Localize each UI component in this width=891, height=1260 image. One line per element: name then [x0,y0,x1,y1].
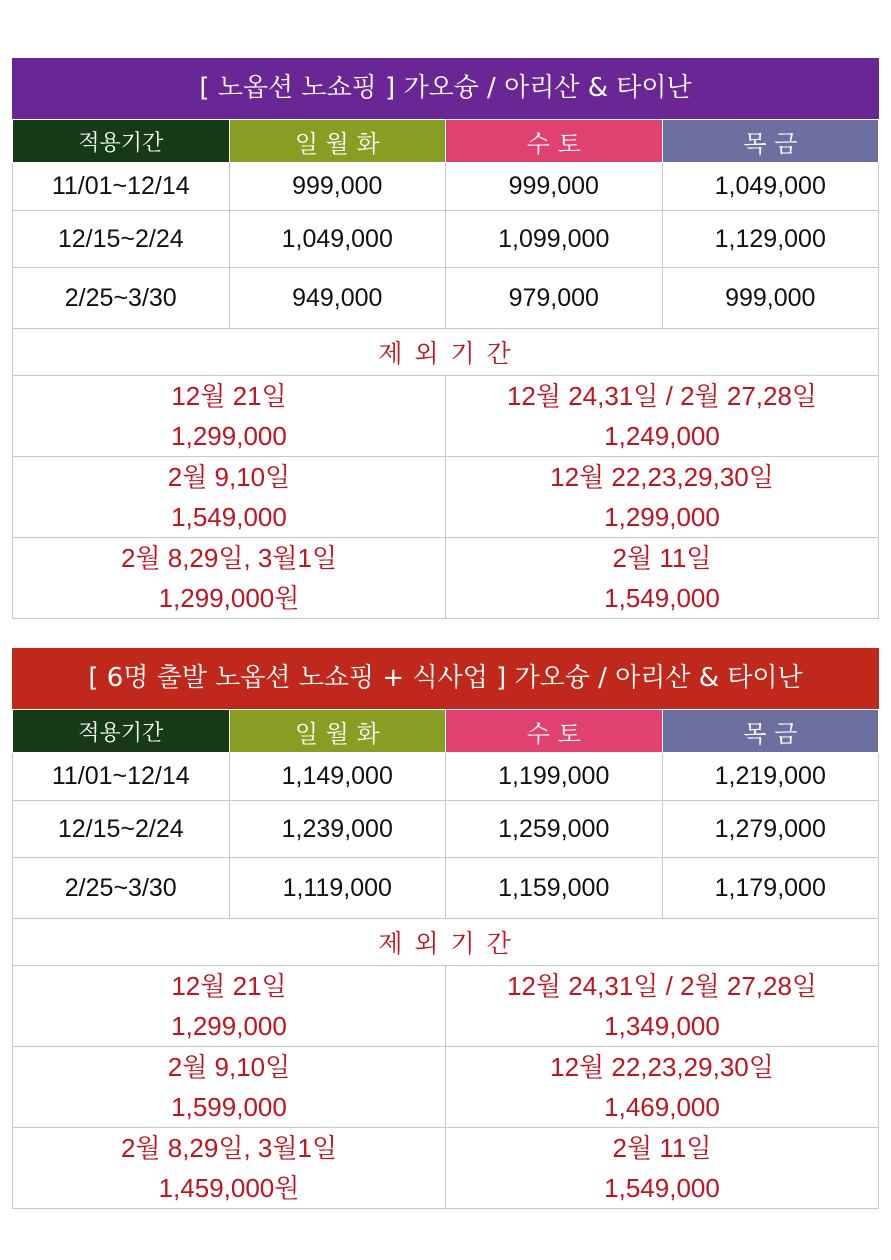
excluded-price: 1,299,000 [171,421,287,451]
excluded-header-row [13,329,879,376]
header-wed-sat: 수 토 [446,120,663,163]
period-cell: 11/01~12/14 [13,163,230,211]
excluded-period-label: 제 외 기 간 [13,919,879,966]
price-cell: 949,000 [229,268,446,329]
price-cell: 999,000 [229,163,446,211]
price-cell: 1,279,000 [662,801,879,858]
table-row [13,801,879,858]
excluded-cell [446,538,879,619]
excluded-price: 1,299,000 [604,502,720,532]
price-cell: 1,049,000 [229,211,446,268]
excluded-row [13,1128,879,1209]
excluded-cell [13,457,446,538]
excluded-row [13,376,879,457]
price-section-1 [12,58,879,619]
period-cell: 11/01~12/14 [13,753,230,801]
excluded-dates: 2월 9,10일 [167,1052,291,1082]
excluded-row [13,966,879,1047]
excluded-cell [446,966,879,1047]
table-row [13,211,879,268]
excluded-price: 1,349,000 [604,1011,720,1041]
table-row [13,268,879,329]
excluded-dates: 12월 22,23,29,30일 [550,1052,774,1082]
period-cell: 2/25~3/30 [13,858,230,919]
table-row [13,753,879,801]
price-table [12,709,879,1209]
price-cell: 1,179,000 [662,858,879,919]
price-cell: 1,199,000 [446,753,663,801]
excluded-cell [13,538,446,619]
excluded-price: 1,599,000 [171,1092,287,1122]
excluded-dates: 2월 11일 [612,543,712,573]
excluded-price: 1,549,000 [604,583,720,613]
excluded-dates: 12월 21일 [171,971,287,1001]
section-title: [ 6명 출발 노옵션 노쇼핑 + 식사업 ] 가오슝 / 아리산 & 타이난 [12,648,879,709]
header-wed-sat: 수 토 [446,710,663,753]
section-title: [ 노옵션 노쇼핑 ] 가오슝 / 아리산 & 타이난 [12,58,879,119]
excluded-cell [446,457,879,538]
excluded-period-label: 제 외 기 간 [13,329,879,376]
excluded-dates: 12월 22,23,29,30일 [550,462,774,492]
excluded-price: 1,249,000 [604,421,720,451]
price-cell: 1,259,000 [446,801,663,858]
header-row [13,710,879,753]
excluded-price: 1,469,000 [604,1092,720,1122]
price-table [12,119,879,619]
excluded-dates: 2월 11일 [612,1133,712,1163]
excluded-price: 1,549,000 [604,1173,720,1203]
price-section-2 [12,648,879,1209]
period-cell: 2/25~3/30 [13,268,230,329]
table-row [13,858,879,919]
header-thu-fri: 목 금 [662,120,879,163]
price-cell: 1,219,000 [662,753,879,801]
price-cell: 1,239,000 [229,801,446,858]
excluded-dates: 2월 8,29일, 3월1일 [120,1133,338,1163]
excluded-price: 1,299,000원 [158,583,300,613]
period-cell: 12/15~2/24 [13,211,230,268]
excluded-dates: 12월 24,31일 / 2월 27,28일 [506,971,818,1001]
header-sun-tue: 일 월 화 [229,120,446,163]
excluded-row [13,1047,879,1128]
excluded-dates: 12월 24,31일 / 2월 27,28일 [506,381,818,411]
excluded-dates: 12월 21일 [171,381,287,411]
excluded-header-row [13,919,879,966]
price-cell: 999,000 [662,268,879,329]
excluded-cell [13,1047,446,1128]
price-cell: 1,129,000 [662,211,879,268]
excluded-cell [13,1128,446,1209]
excluded-cell [446,1128,879,1209]
excluded-row [13,457,879,538]
price-cell: 1,149,000 [229,753,446,801]
excluded-price: 1,459,000원 [158,1173,300,1203]
excluded-price: 1,549,000 [171,502,287,532]
price-cell: 1,159,000 [446,858,663,919]
price-cell: 999,000 [446,163,663,211]
header-sun-tue: 일 월 화 [229,710,446,753]
excluded-cell [13,376,446,457]
excluded-cell [446,376,879,457]
price-cell: 1,119,000 [229,858,446,919]
excluded-cell [446,1047,879,1128]
excluded-price: 1,299,000 [171,1011,287,1041]
price-cell: 979,000 [446,268,663,329]
price-cell: 1,099,000 [446,211,663,268]
header-row [13,120,879,163]
excluded-row [13,538,879,619]
price-cell: 1,049,000 [662,163,879,211]
header-period: 적용기간 [13,120,230,163]
header-thu-fri: 목 금 [662,710,879,753]
excluded-dates: 2월 9,10일 [167,462,291,492]
period-cell: 12/15~2/24 [13,801,230,858]
header-period: 적용기간 [13,710,230,753]
excluded-dates: 2월 8,29일, 3월1일 [120,543,338,573]
table-row [13,163,879,211]
excluded-cell [13,966,446,1047]
